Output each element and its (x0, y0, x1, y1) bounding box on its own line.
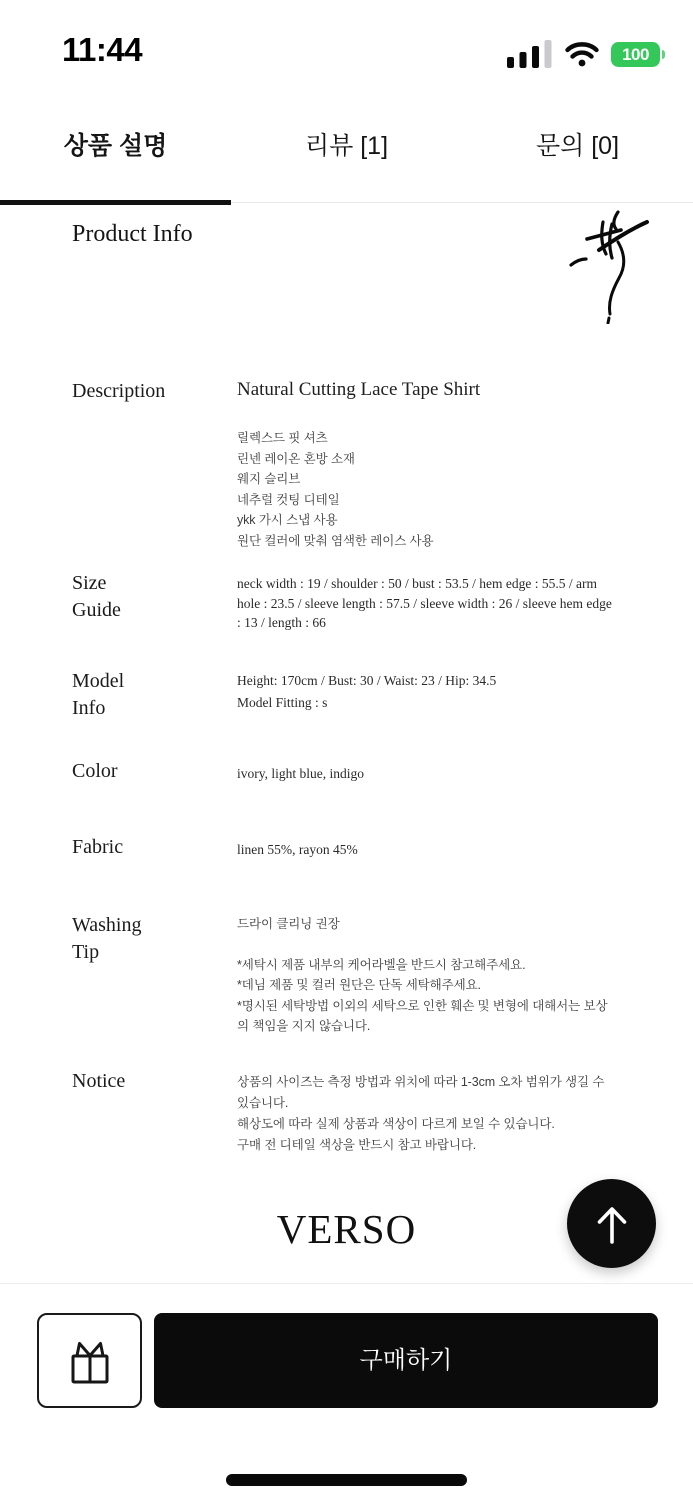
section-size-guide (72, 570, 612, 633)
description-line: 린넨 레이온 혼방 소재 (237, 451, 355, 466)
tab-bar (0, 90, 693, 203)
tab-label: 리뷰 [1] (304, 131, 389, 160)
tab-label: 상품 설명 (63, 131, 168, 160)
washing-note: *세탁시 제품 내부의 케어라벨을 반드시 참고해주세요. (237, 957, 526, 972)
section-label: Washing Tip (72, 914, 142, 963)
washing-note: *명시된 세탁방법 이외의 세탁으로 인한 훼손 및 변형에 대해서는 보상의 책임을 지지 않습니다. (237, 998, 608, 1033)
gift-icon (66, 1336, 114, 1386)
buy-button-label: 구매하기 (359, 1346, 453, 1374)
cellular-signal-icon (507, 40, 553, 68)
arrow-up-icon (594, 1202, 630, 1246)
model-measurements: Height: 170cm / Bust: 30 / Waist: 23 / Hip: 34.5 (237, 673, 497, 688)
size-guide-text: neck width : 19 / shoulder : 50 / bust : 53.5 / hem edge : 55.5 / arm hole : 23.5 / sleeve length : 57.5 / sleeve width : 26 / sleeve hem edge : 13 / length : 66 (237, 576, 612, 630)
battery-indicator (611, 42, 660, 67)
section-label: Fabric (72, 836, 124, 858)
description-line: 네추럴 컷팅 디테일 (237, 492, 340, 507)
notice-line: 구매 전 디테일 색상을 반드시 참고 바랍니다. (237, 1138, 477, 1152)
gift-button[interactable] (37, 1313, 142, 1408)
section-label: Notice (72, 1070, 126, 1092)
tab-reviews[interactable] (231, 90, 462, 202)
fabric-composition: linen 55%, rayon 45% (237, 842, 358, 857)
battery-percent: 100 (622, 44, 649, 64)
home-indicator[interactable] (226, 1474, 467, 1486)
section-fabric (72, 834, 612, 861)
page-title: Product Info (72, 221, 193, 247)
model-fitting: Model Fitting : s (237, 695, 328, 710)
section-model-info (72, 668, 612, 722)
product-title: Natural Cutting Lace Tape Shirt (237, 379, 481, 400)
notice-line: 상품의 사이즈는 측정 방법과 위치에 따라 1-3cm 오차 범위가 생길 수 있습니다. (237, 1075, 605, 1110)
tab-inquiries[interactable] (462, 90, 693, 202)
status-icons (507, 40, 660, 68)
section-description (72, 378, 612, 551)
section-label: Size Guide (72, 572, 121, 621)
washing-recommendation: 드라이 클리닝 권장 (237, 917, 340, 931)
wifi-icon (565, 41, 599, 67)
description-line: ykk 가시 스냅 사용 (237, 513, 338, 527)
notice-line: 해상도에 따라 실제 상품과 색상이 다르게 보일 수 있습니다. (237, 1117, 555, 1131)
description-line: 원단 컬러에 맞춰 염색한 레이스 사용 (237, 533, 434, 548)
description-list (237, 428, 612, 551)
section-label: Model Info (72, 670, 125, 719)
washing-note: *데님 제품 및 컬러 원단은 단독 세탁해주세요. (237, 978, 481, 992)
handwritten-scribble-mark (563, 202, 655, 324)
status-bar (0, 0, 693, 90)
section-notice (72, 1068, 612, 1156)
section-label: Color (72, 760, 118, 782)
bottom-bar-divider (0, 1283, 693, 1284)
section-washing-tip (72, 912, 612, 1037)
color-options: ivory, light blue, indigo (237, 766, 364, 781)
tab-product-description[interactable] (0, 90, 231, 202)
description-line: 웨지 슬리브 (237, 472, 301, 486)
scroll-to-top-button[interactable] (567, 1179, 656, 1268)
tab-label: 문의 [0] (535, 131, 620, 160)
section-label: Description (72, 380, 166, 402)
status-time: 11:44 (62, 31, 143, 68)
description-line: 릴렉스드 핏 셔츠 (237, 431, 328, 445)
section-color (72, 758, 612, 785)
washing-notes (237, 955, 612, 1037)
brand-logo: VERSO (276, 1206, 417, 1252)
buy-button[interactable] (154, 1313, 658, 1408)
